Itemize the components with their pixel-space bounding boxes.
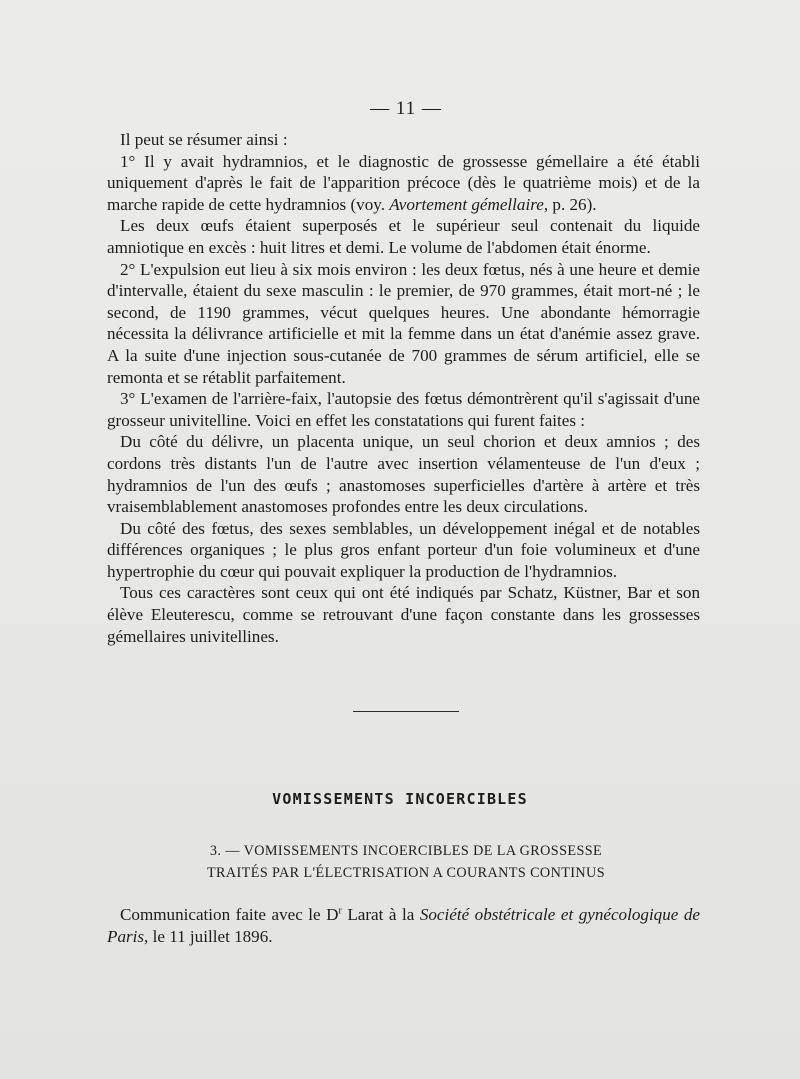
sub-heading-line-2: TRAITÉS PAR L'ÉLECTRISATION A COURANTS CONTINUS	[206, 865, 605, 881]
paragraph-point-3: 3° L'examen de l'arrière-faix, l'autopsie des fœtus démontrèrent qu'il s'agissait d'une grosseur univitelline. Voici en effet les constatations qui furent faites :	[107, 389, 700, 430]
sub-heading	[0, 840, 800, 884]
communication-paragraph	[107, 904, 700, 947]
paragraph-point-1	[107, 151, 700, 216]
communication-superscript: r	[338, 905, 342, 917]
paragraph-intro: Il peut se résumer ainsi :	[120, 130, 288, 149]
page-number: — 11 —	[370, 98, 442, 119]
paragraph-conclusion: Tous ces caractères sont ceux qui ont été indiqués par Schatz, Küstner, Bar et son élève Eleuterescu, comme se retrouvant d'une façon constante dans les grossesses gémellaires univitellines.	[107, 583, 700, 646]
communication-date: , le 11 juillet 1896.	[144, 926, 273, 946]
sub-heading-line-1: 3. — VOMISSEMENTS INCOERCIBLES DE LA GROSSESSE	[209, 843, 603, 859]
point-1-page-ref: , p. 26).	[543, 194, 597, 214]
point-1-citation: Avortement gémellaire	[389, 194, 544, 214]
section-divider	[353, 711, 459, 712]
communication-part-1: Communication faite avec le D	[120, 905, 339, 924]
point-1-text: 1° Il y avait hydramnios, et le diagnostic de grossesse gémellaire a été établi uniquement d'après le fait de l'apparition précoce (dès le quatrième mois) et de la marche rapide de cette hydramnios (voy.	[107, 151, 700, 214]
communication-part-2: Larat à la	[341, 905, 420, 924]
communication-note	[107, 904, 700, 947]
paragraph-delivre: Du côté du délivre, un placenta unique, un seul chorion et deux amnios ; des cordons très distants l'un de l'autre avec insertion vélamenteuse de l'un d'eux ; hydramnios de l'un des œufs ; anastomoses superficielles d'artère à artère et très vraisemblablement anastomoses profondes entre les deux circulations.	[107, 432, 700, 517]
section-heading: VOMISSEMENTS INCOERCIBLES	[272, 790, 528, 808]
paragraph-point-2: 2° L'expulsion eut lieu à six mois environ : les deux fœtus, nés à une heure et demie d'intervalle, étaient du sexe masculin : le premier, de 970 grammes, était mort-né ; le second, de 1190 grammes, vécut quelques heures. Une abondante hémorragie nécessita la délivrance artificielle et mit la femme dans un état d'anémie assez grave. A la suite d'une injection sous-cutanée de 700 grammes de sérum artificiel, elle se remonta et se rétablit parfaitement.	[107, 259, 700, 387]
body-text	[107, 129, 700, 647]
paragraph-eggs: Les deux œufs étaient superposés et le supérieur seul contenait du liquide amniotique en excès : huit litres et demi. Le volume de l'abdomen était énorme.	[107, 216, 700, 257]
paragraph-foetus: Du côté des fœtus, des sexes semblables, un développement inégal et de notables différences organiques ; le plus gros enfant porteur d'un foie volumineux et d'une hypertrophie du cœur qui pouvait expliquer la production de l'hydramnios.	[107, 518, 700, 581]
communication-society: Société obstétricale et gynécologique de Paris	[107, 905, 700, 946]
